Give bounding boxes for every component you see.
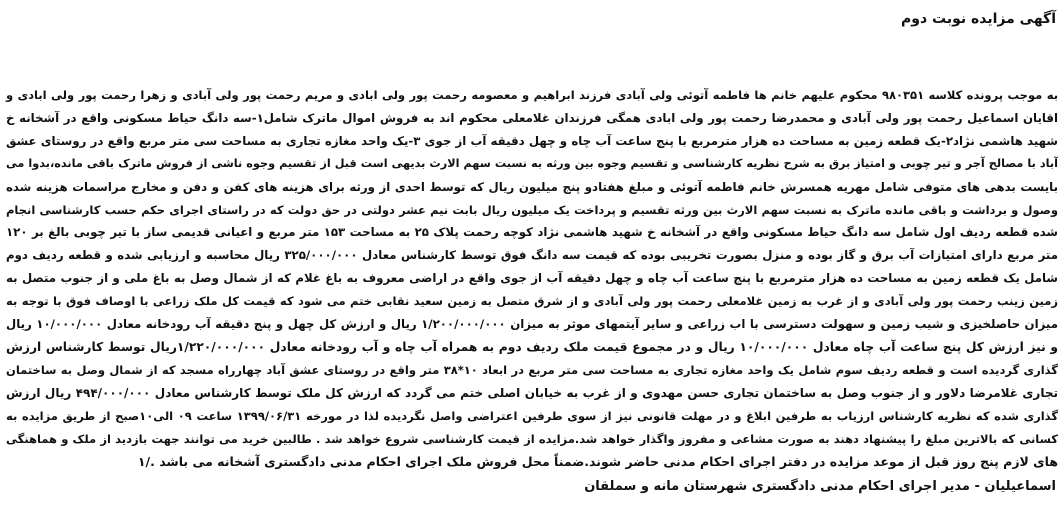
body-line: میزان حاصلخیزی و شیب زمین و سهولت دسترسی با اب زراعی و سایر آیتمهای موثر به میزان ۱/۲۰۰/۰۰۰/۰۰۰ ریال و ارزش کل چهل و پنج دقیقه آب رودخانه معادل ۱۰/۰۰۰/۰۰۰ ریال — [6, 317, 1058, 332]
body-line: زمین زینب رحمت پور ولی آبادی و از غرب به زمین غلامعلی رحمت پور ولی آبادی و از شرق متصل به زمین سعید نقابی ختم می شود که قیمت کل ملک زراعی با اوصاف فوق با توجه به — [6, 294, 1058, 309]
signature: اسماعیلیان - مدیر اجرای احکام مدنی دادگستری شهرستان مانه و سملقان — [584, 479, 1056, 494]
body-line-last: های لازم پنج روز قبل از موعد مزایده در دفتر اجرای احکام مدنی حاضر شوند.ضمناً محل فروش ملک اجرای احکام مدنی دادگستری آشخانه می باشد ./۱ — [137, 453, 1058, 469]
body-line: بایست بدهی های متوفی شامل مهریه همسرش خانم فاطمه آتوئی و مبلغ هفتادو پنج میلیون ریال که توسط احدی از ورثه برای هزینه های کفن و دفن و مخارج مراسمات هزینه شده — [6, 179, 1058, 194]
body-line: گذاری شده که نظریه کارشناس ارزیاب به طرفین ابلاغ و در مهلت قانونی نیز از سوی طرفین اعتراضی واصل نگردیده لذا در مورخه ۱۳۹۹/۰۶/۳۱ ساعت ۰۹ الی۱۰صبح از طریق مزایده به — [6, 408, 1059, 423]
notice-title: آگهی مزایده نوبت دوم — [900, 11, 1056, 27]
body-line: شامل یک قطعه زمین به مساحت ده هزار مترمربع با پنج ساعت آب چاه و چهل دقیقه آب از جوی واقع در اراضی معروف به باغ غلام که از شمال وصل به باغ ملی و از جنوب متصل به — [6, 271, 1058, 286]
body-line: کسانی که بالاترین مبلغ را پیشنهاد دهند به صورت مشاعی و مفروز واگذار خواهد شد.مزایده از قیمت کارشناسی شروع خواهد شد . طالبین خرید می توانند جهت بازدید از ملک و هماهنگی — [6, 431, 1058, 446]
body-line: به موجب پرونده کلاسه ۹۸۰۳۵۱ محکوم علیهم خانم ها فاطمه آتوئی ولی آبادی فرزند ابراهیم و معصومه رحمت پور ولی ابادی و مریم رحمت پور ولی آبادی و زهرا رحمت پور ولی ابادی و — [6, 88, 1059, 102]
body-line: تجاری غلامرضا دلاور و از جنوب وصل به ساختمان تجاری حسن مهدوی و از غرب به خیابان اصلی ختم می گردد که ارزش کل ملک توسط کارشناس معادل ۴۹۴/۰۰۰/۰۰۰ ریال ارزش — [6, 385, 1058, 400]
body-line: شده قطعه ردیف اول شامل سه دانگ حیاط مسکونی واقع در آشخانه خ شهید هاشمی نژاد کوچه رحمت پلاک ۲۵ به مساحت ۱۵۳ متر مربع و اعیانی قدیمی ساز با تیر چوبی بالغ بر ۱۲۰ — [6, 225, 1058, 240]
body-line: اقایان اسماعیل رحمت پور ولی آبادی و محمدرضا رحمت پور ولی ابادی همگی فرزندان غلامعلی محکوم اند به فروش اموال ماترک شامل۱-سه دانگ حیاط مسکونی واقع در آشخانه خ — [6, 110, 1058, 125]
body-line: و نیز ارزش کل پنج ساعت آب چاه معادل ۱۰/۰۰۰/۰۰۰ ریال و در مجموع قیمت ملک ردیف دوم به همراه آب چاه و آب رودخانه معادل ۱/۲۲۰/۰۰۰/۰۰۰ریال توسط کارشناس ارزش — [6, 339, 1059, 354]
body-line: شهید هاشمی نژاد۲-یک قطعه زمین به مساحت ده هزار مترمربع با پنج ساعت آب چاه و چهل دقیقه آب از جوی ۳-یک واحد مغازه تجاری به مساحت سی متر مربع واقع در روستای عشق — [6, 133, 1058, 148]
body-line: گذاری گردیده است و قطعه ردیف سوم شامل یک واحد مغازه تجاری به مساحت سی متر مربع در ابعاد ۱۰*۳۸ متر واقع در روستای عشق آباد چهارراه مسجد که از شمال وصل به ساختمان — [6, 362, 1058, 377]
notice-body — [6, 84, 1058, 473]
body-line: وصول و برداشت و باقی مانده ماترک به نسبت سهم الارث بین ورثه تقسیم و پرداخت یک میلیون ریال بابت نیم عشر دولتی در حق دولت که در راستای اجرای حکم حسب کارشناسی انجام — [6, 202, 1058, 217]
body-line: متر مربع دارای امتیازات آب برق و گاز بوده و منزل بصورت تخریبی بوده که قیمت سه دانگ فوق توسط کارشناس معادل ۳۲۵/۰۰۰/۰۰۰ ریال محاسبه و ارزیابی شده و قطعه ردیف دوم — [6, 248, 1058, 263]
body-line: آباد با مصالح آجر و تیر چوبی و امتیاز برق به شرح نظریه کارشناسی و تقسیم وجوه بین ورثه به نسبت سهم الارث بدیهی است قبل از تقسیم وجوه ناشی از فروش ماترک باقی مانده،بدوا می — [6, 156, 1058, 170]
